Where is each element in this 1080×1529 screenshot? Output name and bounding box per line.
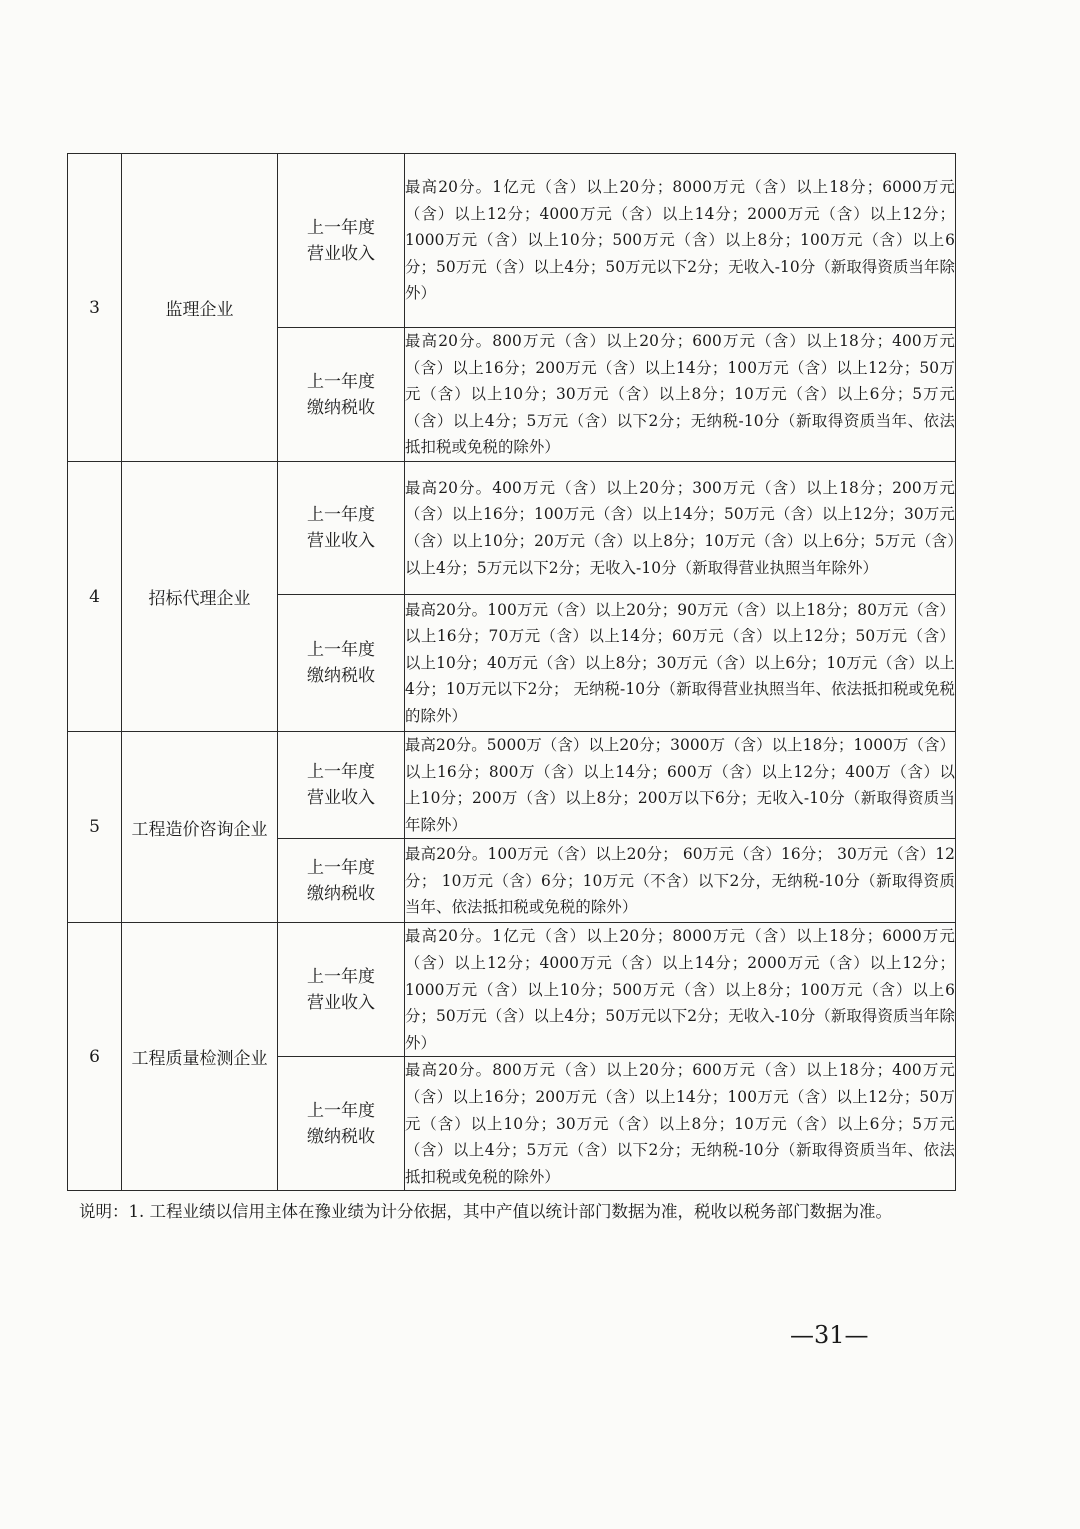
row-number: 4 xyxy=(68,462,122,732)
score-item-line: 上一年度 xyxy=(307,505,375,525)
scoring-criteria: 最高20分。5000万（含）以上20分；3000万（含）以上18分；1000万（含）以上16分；800万（含）以上14分；600万（含）以上12分；400万（含）以上10分；200万（含）以上8分；200万以下6分；无收入-10分（新取得资质当年除外） xyxy=(405,732,956,839)
scoring-criteria: 最高20分。1亿元（含）以上20分；8000万元（含）以上18分；6000万元（含）以上12分；4000万元（含）以上14分；2000万元（含）以上12分；1000万元（含）以上10分；500万元（含）以上8分；100万元（含）以上6分；50万元（含）以上4分；50万元以下2分；无收入-10分（新取得资质当年除外） xyxy=(405,923,956,1057)
enterprise-type: 招标代理企业 xyxy=(122,462,278,732)
scoring-criteria: 最高20分。1亿元（含）以上20分；8000万元（含）以上18分；6000万元（含）以上12分；4000万元（含）以上14分；2000万元（含）以上12分；1000万元（含）以上10分；500万元（含）以上8分；100万元（含）以上6分；50万元（含）以上4分；50万元以下2分；无收入-10分（新取得资质当年除外） xyxy=(405,154,956,328)
score-item-line: 营业收入 xyxy=(307,531,375,551)
score-item-line: 缴纳税收 xyxy=(307,883,375,904)
scoring-criteria: 最高20分。800万元（含）以上20分；600万元（含）以上18分；400万元（含）以上16分；200万元（含）以上14分；100万元（含）以上12分；50万元（含）以上10分；30万元（含）以上8分；10万元（含）以上6分；5万元（含）以上4分；5万元（含）以下2分；无纳税-10分（新取得资质当年、依法抵扣税或免税的除外） xyxy=(405,328,956,462)
score-item-line: 缴纳税收 xyxy=(307,1126,375,1147)
score-item-line: 上一年度 xyxy=(307,1100,375,1121)
scoring-table xyxy=(67,153,956,1191)
score-item-line: 营业收入 xyxy=(307,992,375,1013)
row-number: 5 xyxy=(68,732,122,923)
scoring-criteria: 最高20分。800万元（含）以上20分；600万元（含）以上18分；400万元（含）以上16分；200万元（含）以上14分；100万元（含）以上12分；50万元（含）以上10分；30万元（含）以上8分；10万元（含）以上6分；5万元（含）以上4分；5万元（含）以下2分；无纳税-10分（新取得资质当年、依法抵扣税或免税的除外） xyxy=(405,1057,956,1191)
score-item-line: 营业收入 xyxy=(307,243,375,264)
score-item xyxy=(278,923,405,1057)
table-row xyxy=(68,732,956,839)
score-item-line: 上一年度 xyxy=(307,640,375,660)
score-item-line: 上一年度 xyxy=(307,217,375,238)
enterprise-type: 监理企业 xyxy=(122,154,278,462)
score-item-line: 缴纳税收 xyxy=(307,397,375,418)
score-item-line: 营业收入 xyxy=(307,788,375,809)
row-number: 3 xyxy=(68,154,122,462)
scoring-criteria: 最高20分。100万元（含）以上20分； 60万元（含）16分； 30万元（含）12分； 10万元（含）6分；10万元（不含）以下2分，无纳税-10分（新取得资质当年、依法抵扣税或免税的除外） xyxy=(405,839,956,923)
row-number: 6 xyxy=(68,923,122,1191)
table-row xyxy=(68,923,956,1057)
score-item-line: 上一年度 xyxy=(307,762,375,783)
enterprise-type: 工程造价咨询企业 xyxy=(122,732,278,923)
page-number: —31— xyxy=(790,1321,869,1349)
score-item xyxy=(278,595,405,732)
score-item xyxy=(278,328,405,462)
score-item-line: 缴纳税收 xyxy=(307,666,375,686)
score-item xyxy=(278,154,405,328)
score-item xyxy=(278,1057,405,1191)
footnote: 说明：1. 工程业绩以信用主体在豫业绩为计分依据，其中产值以统计部门数据为准，税收以税务部门数据为准。 xyxy=(79,1202,892,1221)
scoring-criteria: 最高20分。400万元（含）以上20分；300万元（含）以上18分；200万元（含）以上16分；100万元（含）以上14分；50万元（含）以上12分；30万元（含）以上10分；20万元（含）以上8分；10万元（含）以上6分；5万元（含）以上4分；5万元以下2分；无收入-10分（新取得营业执照当年除外） xyxy=(405,462,956,595)
scoring-criteria: 最高20分。100万元（含）以上20分；90万元（含）以上18分；80万元（含）以上16分；70万元（含）以上14分；60万元（含）以上12分；50万元（含）以上10分；40万元（含）以上8分；30万元（含）以上6分；10万元（含）以上4分；10万元以下2分； 无纳税-10分（新取得营业执照当年、依法抵扣税或免税的除外） xyxy=(405,595,956,732)
table-row xyxy=(68,154,956,328)
score-item-line: 上一年度 xyxy=(307,371,375,392)
score-item-line: 上一年度 xyxy=(307,857,375,878)
score-item xyxy=(278,732,405,839)
score-item xyxy=(278,462,405,595)
score-item xyxy=(278,839,405,923)
table-row xyxy=(68,462,956,595)
score-item-line: 上一年度 xyxy=(307,966,375,987)
enterprise-type: 工程质量检测企业 xyxy=(122,923,278,1191)
